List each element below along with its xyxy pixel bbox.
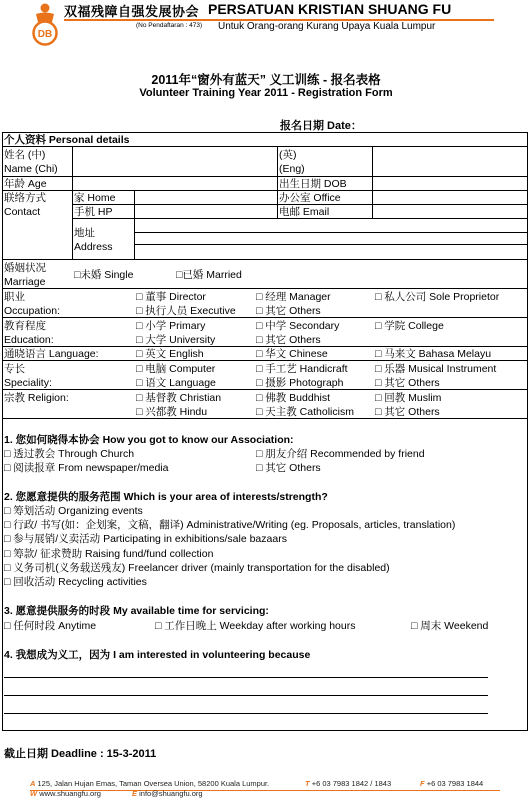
speciality-language-checkbox[interactable]: □ 语文 Language [136,377,216,389]
grid-line [2,259,528,260]
education-primary-checkbox[interactable]: □ 小学 Primary [136,320,206,332]
grid-line [2,360,528,361]
married-checkbox[interactable]: □已婚 Married [176,269,242,281]
grid-line [277,146,278,218]
office-phone-label: 办公室 Office [279,192,341,204]
form-title-english: Volunteer Training Year 2011 - Registration Form [139,87,393,99]
logo-text: DB [37,29,53,40]
footer-web[interactable]: www.shuangfu.org [39,789,101,798]
question-2-title: 2. 您愿意提供的服务范围 Which is your area of interests/strength? [4,491,328,503]
q2-administrative-checkbox[interactable]: □ 行政/ 书写(如：企划案，文稿，翻译) Administrative/Writing (eg. Proposals, articles, translation) [4,519,456,531]
single-checkbox[interactable]: □未婚 Single [74,269,134,281]
language-chinese-checkbox[interactable]: □ 华文 Chinese [256,348,328,360]
footer-email-row [132,789,203,798]
q3-weekend-checkbox[interactable]: □ 周末 Weekend [411,620,489,632]
grid-line [2,346,528,347]
marriage-zh-label: 婚姻状况 [4,262,46,274]
q3-anytime-checkbox[interactable]: □ 任何时段 Anytime [4,620,97,632]
footer-web-row [30,789,101,798]
org-name-english: PERSATUAN KRISTIAN SHUANG FU [208,1,452,17]
speciality-handicraft-checkbox[interactable]: □ 手工艺 Handicraft [256,363,348,375]
age-label: 年龄 Age [4,178,47,190]
grid-line [72,146,73,259]
question-3-title: 3. 愿意提供服务的时段 My available time for servicing: [4,605,269,617]
grid-line [134,190,135,259]
name-chi-label: Name (Chi) [4,163,58,175]
religion-buddhist-checkbox[interactable]: □ 佛教 Buddhist [256,392,331,404]
education-university-checkbox[interactable]: □ 大学 University [136,334,216,346]
footer-fax: +6 03 7983 1844 [426,779,484,788]
religion-hindu-checkbox[interactable]: □ 兴都教 Hindu [136,406,208,418]
email-label: 电邮 Email [279,206,330,218]
occupation-zh-label: 职业 [4,291,25,303]
grid-line [72,218,528,219]
contact-label: Contact [4,206,41,218]
speciality-others-checkbox[interactable]: □ 其它 Others [375,377,440,389]
q2-exhibitions-checkbox[interactable]: □ 参与展销/义卖活动 Participating in exhibitions/sale bazaars [4,533,287,545]
religion-others-checkbox[interactable]: □ 其它 Others [375,406,440,418]
q1-friend-checkbox[interactable]: □ 朋友介绍 Recommended by friend [256,448,425,460]
q1-church-checkbox[interactable]: □ 透过教会 Through Church [4,448,135,460]
religion-muslim-checkbox[interactable]: □ 回教 Muslim [375,392,442,404]
name-chinese-label: 姓名 (中) [4,149,46,161]
q2-organizing-checkbox[interactable]: □ 筹划活动 Organizing events [4,505,143,517]
grid-line [2,418,528,419]
q2-recycling-checkbox[interactable]: □ 回收活动 Recycling activities [4,576,147,588]
registration-number: (No Pendaftaran : 473) [136,22,203,29]
occupation-director-checkbox[interactable]: □ 董事 Director [136,291,206,303]
tel-key: T [305,779,310,788]
web-key: W [30,789,38,798]
answer-line[interactable] [4,713,488,714]
religion-catholic-checkbox[interactable]: □ 天主教 Catholicism [256,406,354,418]
footer-email[interactable]: info@shuangfu.org [139,789,203,798]
address-label: Address [74,241,113,253]
dob-label: 出生日期 DOB [279,178,347,190]
language-label: 通晓语言 Language: [4,348,99,360]
q1-others-checkbox[interactable]: □ 其它 Others [256,462,321,474]
mobile-phone-label: 手机 HP [74,206,113,218]
fax-key: F [420,779,425,788]
grid-line [134,244,528,245]
form-frame [2,132,528,731]
marriage-label: Marriage [4,276,46,288]
religion-label: 宗教 Religion: [4,392,69,404]
grid-line [134,232,528,233]
footer-address: 125, Jalan Hujan Emas, Taman Oversea Union, 58200 Kuala Lumpur. [37,779,270,788]
speciality-photograph-checkbox[interactable]: □ 摄影 Photograph [256,377,344,389]
footer-address-row [30,779,269,788]
answer-line[interactable] [4,695,488,696]
grid-line [2,190,528,191]
contact-zh-label: 联络方式 [4,192,46,204]
grid-line [2,288,528,289]
organization-logo [30,2,60,46]
q2-fundraising-checkbox[interactable]: □ 筹款/ 征求赞助 Raising fund/fund collection [4,548,214,560]
grid-line [2,389,528,390]
grid-line [2,176,528,177]
speciality-label: Speciality: [4,377,52,389]
q2-driver-checkbox[interactable]: □ 义务司机(义务载送残友) Freelancer driver (mainly transportation for the disabled) [4,562,390,574]
speciality-instrument-checkbox[interactable]: □ 乐器 Musical Instrument [375,363,497,375]
org-tagline: Untuk Orang-orang Kurang Upaya Kuala Lumpur [218,21,436,32]
personal-details-heading: 个人资料 Personal details [4,134,130,146]
footer-tel: +6 03 7983 1842 / 1843 [311,779,392,788]
religion-christian-checkbox[interactable]: □ 基督教 Christian [136,392,222,404]
speciality-computer-checkbox[interactable]: □ 电脑 Computer [136,363,216,375]
education-secondary-checkbox[interactable]: □ 中学 Secondary [256,320,340,332]
name-english-label: (Eng) [279,163,305,175]
answer-line[interactable] [4,677,488,678]
occupation-label: Occupation: [4,305,61,317]
language-malay-checkbox[interactable]: □ 马来文 Bahasa Melayu [375,348,492,360]
question-1-title: 1. 您如何晓得本协会 How you got to know our Association: [4,434,294,446]
education-zh-label: 教育程度 [4,320,46,332]
education-label: Education: [4,334,54,346]
occupation-others-checkbox[interactable]: □ 其它 Others [256,305,321,317]
q1-newspaper-checkbox[interactable]: □ 阅读报章 From newspaper/media [4,462,169,474]
question-4-title: 4. 我想成为义工，因为 I am interested in volunteering because [4,649,311,661]
address-zh-label: 地址 [74,227,95,239]
grid-line [72,204,528,205]
address-key: A [30,779,36,788]
grid-line [372,146,373,218]
name-english-zh-label: (英) [279,149,297,161]
home-phone-label: 家 Home [74,192,116,204]
speciality-zh-label: 专长 [4,363,25,375]
grid-line [2,146,528,147]
grid-line [2,317,528,318]
occupation-manager-checkbox[interactable]: □ 经理 Manager [256,291,331,303]
language-english-checkbox[interactable]: □ 英文 English [136,348,204,360]
org-name-chinese: 双福残障自强发展协会 [64,4,200,19]
footer-tel-row [305,779,391,788]
form-title-chinese: 2011年“窗外有蓝天” 义工训练 - 报名表格 [151,73,381,87]
occupation-proprietor-checkbox[interactable]: □ 私人公司 Sole Proprietor [375,291,500,303]
date-label: 报名日期 Date： [280,120,362,132]
education-college-checkbox[interactable]: □ 学院 College [375,320,444,332]
deadline-text: 截止日期 Deadline : 15-3-2011 [4,748,157,760]
footer-fax-row [420,779,483,788]
education-others-checkbox[interactable]: □ 其它 Others [256,334,321,346]
occupation-executive-checkbox[interactable]: □ 执行人员 Executive [136,305,236,317]
q3-weekday-checkbox[interactable]: □ 工作日晚上 Weekday after working hours [155,620,356,632]
email-key: E [132,789,138,798]
